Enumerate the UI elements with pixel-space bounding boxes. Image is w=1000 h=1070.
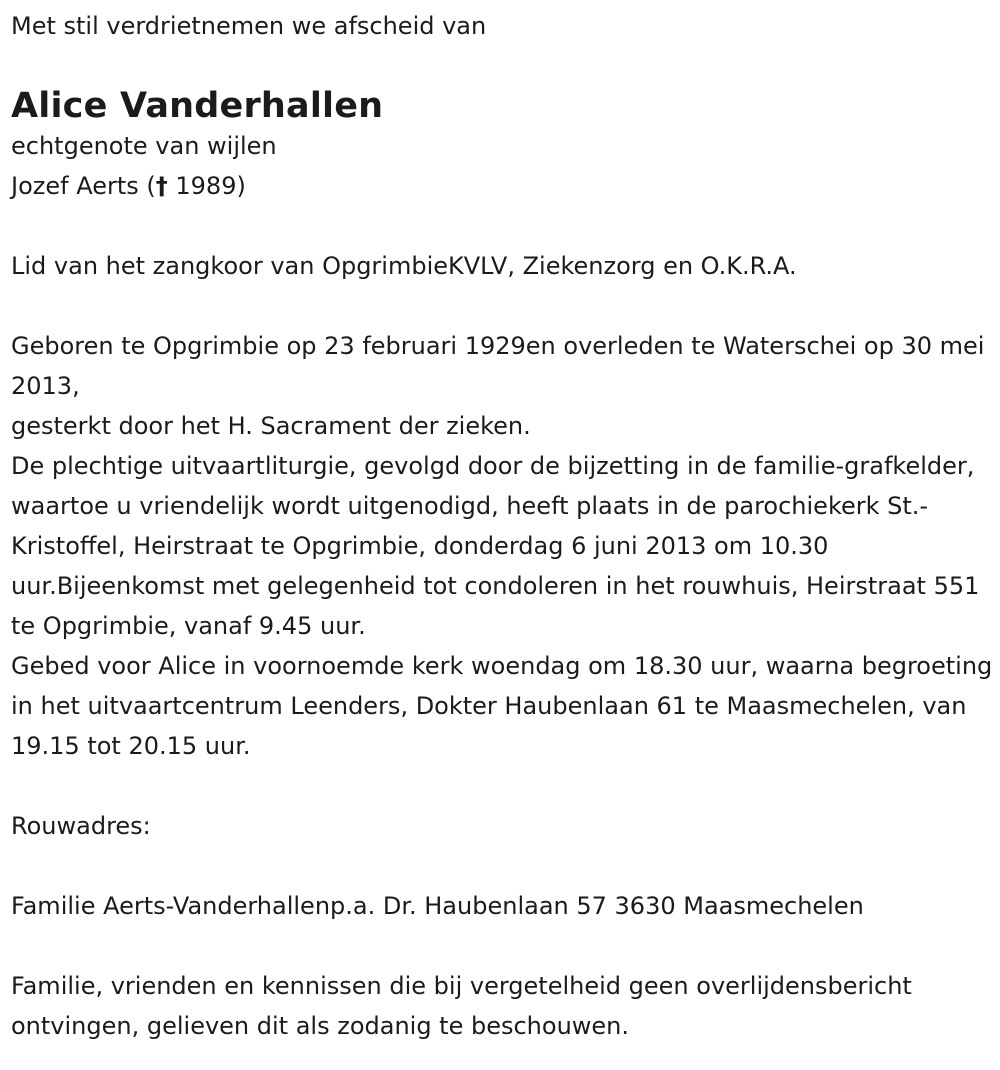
spouse-line	[11, 166, 996, 206]
sacrament-line: gesterkt door het H. Sacrament der zieken.	[11, 412, 531, 440]
cross-icon: †	[155, 172, 168, 200]
address-label: Rouwadres:	[11, 812, 151, 840]
prayer-paragraph: Gebed voor Alice in voornoemde kerk woendag om 18.30 uur, waarna begroeting in het uitvaartcentrum Leenders, Dokter Haubenlaan 61 te Maasmechelen, van 19.15 tot 20.15 uur.	[11, 652, 993, 760]
birth-death-paragraph: Geboren te Opgrimbie op 23 februari 1929en overleden te Waterschei op 30 mei 2013,	[11, 332, 985, 400]
closing-paragraph: Familie, vrienden en kennissen die bij vergetelheid geen overlijdensbericht ontvingen, gelieven dit als zodanig te beschouwen.	[11, 972, 912, 1040]
spouse-name: Jozef Aerts (	[11, 172, 156, 200]
memberships-paragraph: Lid van het zangkoor van OpgrimbieKVLV, Ziekenzorg en O.K.R.A.	[11, 252, 797, 280]
relation-line: echtgenote van wijlen	[11, 132, 277, 160]
funeral-paragraph: De plechtige uitvaartliturgie, gevolgd door de bijzetting in de familie-grafkelder, waartoe u vriendelijk wordt uitgenodigd, heeft plaats in de parochiekerk St.-Kristoffel, Heirstraat te Opgrimbie, donderdag 6 juni 2013 om 10.30 uur.Bijeenkomst met gelegenheid tot condoleren in het rouwhuis, Heirstraat 551 te Opgrimbie, vanaf 9.45 uur.	[11, 452, 980, 640]
spacer	[11, 206, 996, 246]
spouse-death-year: 1989)	[167, 172, 246, 200]
address-line: Familie Aerts-Vanderhallenp.a. Dr. Haubenlaan 57 3630 Maasmechelen	[11, 892, 864, 920]
spacer	[11, 286, 996, 326]
spacer	[11, 766, 996, 806]
spacer	[11, 46, 996, 86]
opening-line: Met stil verdrietnemen we afscheid van	[11, 12, 487, 40]
spacer	[11, 926, 996, 966]
spacer	[11, 846, 996, 886]
deceased-name: Alice Vanderhallen	[11, 86, 384, 126]
death-notice	[11, 6, 996, 1046]
